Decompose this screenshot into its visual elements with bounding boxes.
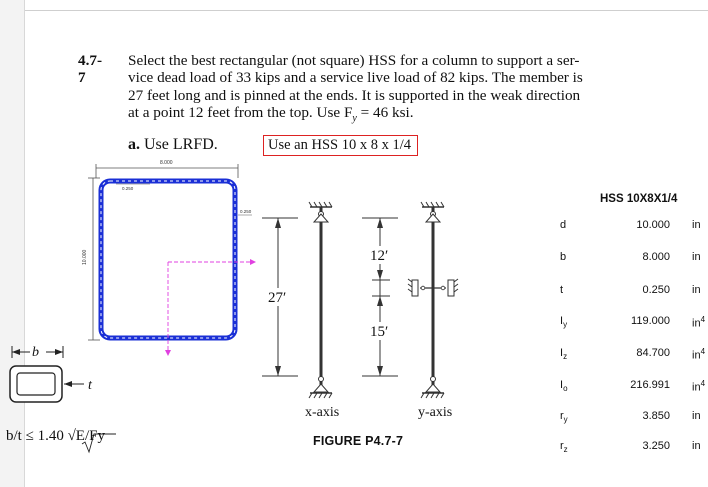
property-value: 3.250 bbox=[642, 440, 670, 452]
answer-box: Use an HSS 10 x 8 x 1/4 bbox=[263, 135, 418, 156]
property-row bbox=[540, 284, 708, 304]
property-value: 3.850 bbox=[642, 410, 670, 422]
properties-header: HSS 10X8X1/4 bbox=[600, 193, 678, 205]
tube-outline bbox=[101, 181, 235, 338]
property-symbol: t bbox=[560, 284, 564, 296]
property-row bbox=[540, 315, 708, 335]
tube-sketch-inner bbox=[17, 373, 55, 395]
property-row bbox=[540, 379, 708, 399]
wall-dim-right-label: 0.250 bbox=[240, 209, 252, 214]
width-dim-label: 8.000 bbox=[160, 160, 173, 166]
part-a-label: a. bbox=[128, 136, 140, 153]
total-length-label: 27′ bbox=[268, 290, 287, 306]
part-a-text: Use LRFD. bbox=[144, 136, 218, 153]
b-label: b bbox=[32, 345, 39, 360]
property-value: 119.000 bbox=[631, 315, 670, 327]
property-unit: in bbox=[692, 219, 701, 231]
hss-section-drawing bbox=[82, 160, 256, 356]
property-symbol: $r_z$ bbox=[560, 440, 568, 455]
property-symbol: $I_o$ bbox=[560, 379, 568, 394]
property-symbol: $r_y$ bbox=[560, 410, 568, 425]
problem-line-2: vice dead load of 33 kips and a service live load of 82 kips. The member is bbox=[128, 69, 583, 87]
property-value: 10.000 bbox=[636, 219, 670, 231]
y-axis-label: y-axis bbox=[418, 405, 453, 420]
segment-dimensions bbox=[362, 218, 398, 376]
property-row bbox=[540, 440, 708, 460]
property-value: 216.991 bbox=[630, 379, 670, 391]
property-unit: $in^4$ bbox=[692, 347, 706, 362]
property-symbol: $I_z$ bbox=[560, 347, 568, 362]
property-unit: $in^4$ bbox=[692, 379, 706, 394]
property-unit: in bbox=[692, 440, 701, 452]
problem-number: 4.7-7 bbox=[78, 52, 103, 87]
property-row bbox=[540, 347, 708, 367]
b-t-sketch bbox=[10, 344, 93, 402]
tube-hatch bbox=[101, 181, 235, 338]
property-row bbox=[540, 410, 708, 430]
x-axis-label: x-axis bbox=[305, 405, 340, 420]
property-symbol: $I_y$ bbox=[560, 315, 568, 330]
upper-segment-label: 12′ bbox=[370, 248, 389, 264]
wall-dim-top-label: 0.250 bbox=[122, 186, 134, 191]
x-axis-column bbox=[262, 202, 332, 398]
property-unit: in bbox=[692, 284, 701, 296]
width-thickness-formula: b/t ≤ 1.40 √E/Fy bbox=[6, 428, 105, 444]
property-unit: in bbox=[692, 410, 701, 422]
property-symbol: b bbox=[560, 251, 567, 263]
property-unit: $in^4$ bbox=[692, 315, 706, 330]
height-dim-label: 10.000 bbox=[82, 249, 88, 265]
property-value: 84.700 bbox=[636, 347, 670, 359]
property-symbol: d bbox=[560, 219, 567, 231]
property-unit: in bbox=[692, 251, 701, 263]
problem-line-3: 27 feet long and is pinned at the ends. It is supported in the weak direction bbox=[128, 86, 581, 104]
y-axis-column bbox=[408, 202, 458, 398]
property-row bbox=[540, 219, 708, 239]
lower-segment-label: 15′ bbox=[370, 324, 389, 340]
figure-caption: FIGURE P4.7-7 bbox=[313, 434, 404, 448]
property-value: 0.250 bbox=[642, 284, 670, 296]
property-row bbox=[540, 251, 708, 271]
property-value: 8.000 bbox=[642, 251, 670, 263]
problem-line-1: Select the best rectangular (not square) HSS for a column to support a ser- bbox=[128, 52, 580, 69]
problem-line-4: at a point 12 feet from the top. Use $F_y = 46$ ksi. bbox=[128, 103, 414, 124]
t-label: t bbox=[88, 378, 92, 393]
